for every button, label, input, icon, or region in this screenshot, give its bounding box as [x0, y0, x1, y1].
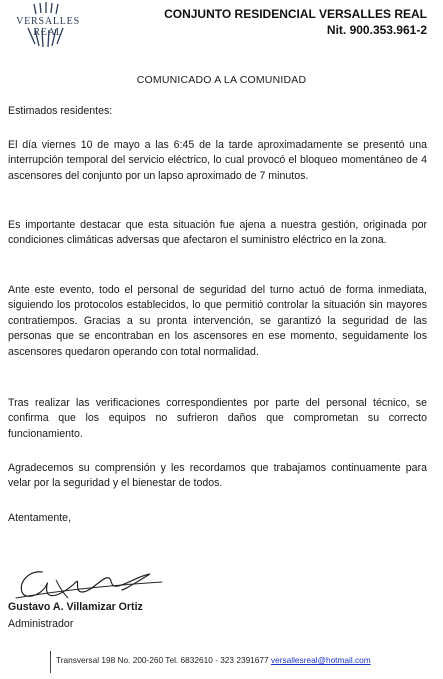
signer-block: [8, 599, 143, 633]
footer-contact: Transversal 198 No. 200-260 Tel. 6832610 - 323 2391677: [56, 655, 271, 665]
company-logo: [2, 2, 94, 48]
paragraph-5: Agradecemos su comprensión y les recordamos que trabajamos continuamente para velar por la seguridad y el bienestar de todos.: [8, 462, 427, 490]
paragraph-4: Tras realizar las verificaciones correspondientes por parte del personal técnico, se confirma que los equipos no sufrieron daños que comprometan su correcto funcionamiento.: [8, 397, 427, 440]
paragraph-1: El día viernes 10 de mayo a las 6:45 de la tarde aproximadamente se presentó una interrupción temporal del servicio eléctrico, lo cual provocó el bloqueo momentáneo de 4 ascensores del conjunto por un lapso aproximado de 7 minutos.: [8, 139, 427, 182]
footer: [56, 655, 371, 665]
organization-nit: Nit. 900.353.961-2: [326, 23, 427, 37]
document-title: COMUNICADO A LA COMUNIDAD: [136, 74, 307, 86]
greeting: Estimados residentes:: [8, 105, 113, 117]
signer-name: Gustavo A. Villamizar Ortiz: [8, 601, 143, 613]
footer-email-link[interactable]: versallesreal@hotmail.com: [270, 655, 371, 665]
paragraph-3: Ante este evento, todo el personal de seguridad del turno actuó de forma inmediata, siguiendo los protocolos establecidos, lo que permitió controlar la situación sin mayores contratiempos. Gracias a su pronta intervención, se garantizó la seguridad de las personas que se encontraban en los ascensores en ese momento, seguidamente los ascensores quedaron operando con total normalidad.: [8, 284, 427, 358]
paragraph-2: Es importante destacar que esta situación fue ajena a nuestra gestión, originada por condiciones climáticas adversas que afectaron el suministro eléctrico en la zona.: [8, 219, 427, 247]
closing: Atentamente,: [8, 512, 72, 524]
organization-header: [164, 6, 427, 38]
logo-text: VERSALLES REAL: [16, 16, 80, 38]
footer-divider: [50, 651, 51, 673]
organization-name: CONJUNTO RESIDENCIAL VERSALLES REAL: [164, 7, 427, 21]
signer-role: Administrador: [8, 618, 74, 630]
